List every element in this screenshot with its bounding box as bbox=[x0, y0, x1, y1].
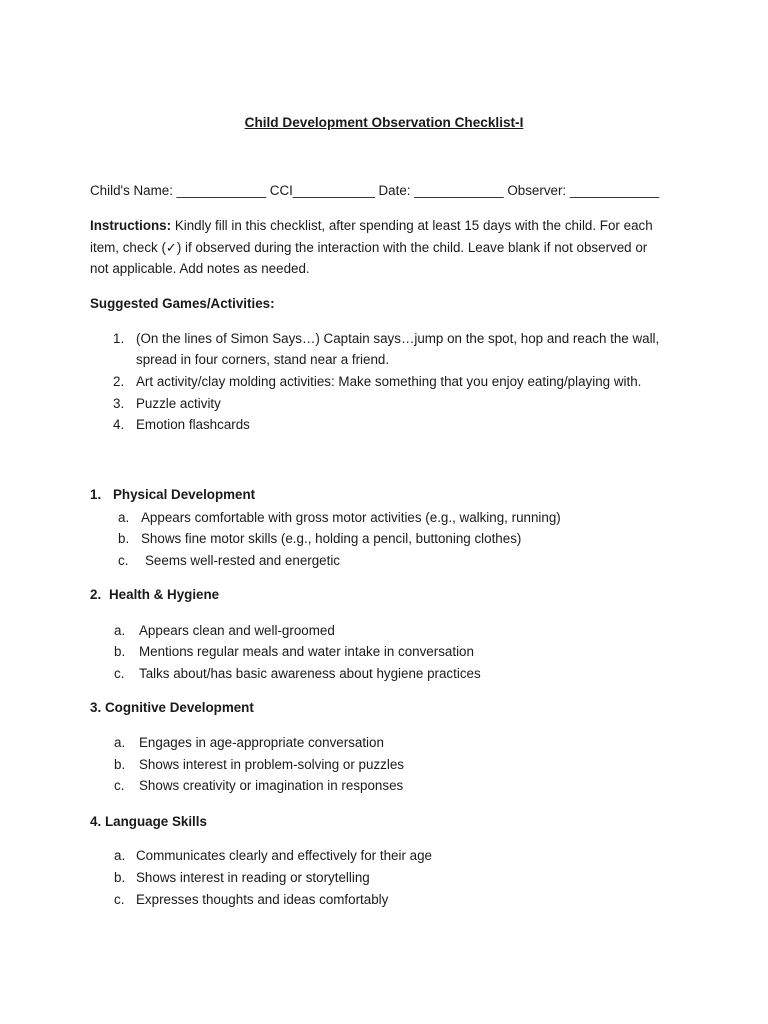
suggested-item-4-number: 4. bbox=[113, 417, 125, 432]
section-1-item-a-text: Appears comfortable with gross motor activities (e.g., walking, running) bbox=[141, 510, 561, 525]
suggested-item-3-text: Puzzle activity bbox=[136, 396, 221, 411]
section-2-item-b-letter: b. bbox=[114, 644, 126, 659]
section-3-item-c-text: Shows creativity or imagination in responses bbox=[139, 778, 404, 793]
suggested-heading: Suggested Games/Activities: bbox=[90, 296, 275, 311]
section-3-heading: Cognitive Development bbox=[105, 700, 254, 715]
section-4-item-c-letter: c. bbox=[114, 892, 125, 907]
section-2-item-c-text: Talks about/has basic awareness about hygiene practices bbox=[139, 666, 481, 681]
instructions-text-1: Kindly fill in this checklist, after spending at least 15 days with the child. For each bbox=[171, 218, 653, 233]
section-1-item-c-text: Seems well-rested and energetic bbox=[145, 553, 341, 568]
suggested-item-1-line-1: (On the lines of Simon Says…) Captain says…jump on the spot, hop and reach the wall, bbox=[136, 331, 660, 346]
instructions-text-2a: item, check ( bbox=[90, 240, 166, 255]
section-2-heading: Health & Hygiene bbox=[109, 587, 220, 602]
suggested-item-3-number: 3. bbox=[113, 396, 125, 411]
section-3-item-a-letter: a. bbox=[114, 735, 126, 750]
section-4-item-b-letter: b. bbox=[114, 870, 126, 885]
suggested-item-1-number: 1. bbox=[113, 331, 125, 346]
child-name-blank[interactable]: ____________ bbox=[176, 183, 267, 198]
section-3-item-b-text: Shows interest in problem-solving or puzzles bbox=[139, 757, 404, 772]
section-3-item-c-letter: c. bbox=[114, 778, 125, 793]
section-4-heading: Language Skills bbox=[105, 814, 207, 829]
section-1-number: 1. bbox=[90, 487, 102, 502]
observer-blank[interactable]: ____________ bbox=[569, 183, 660, 198]
cci-label: CCI bbox=[269, 183, 293, 198]
section-1-item-a-letter: a. bbox=[118, 510, 130, 525]
section-3-number: 3. bbox=[90, 700, 102, 715]
suggested-item-2-number: 2. bbox=[113, 374, 125, 389]
check-mark-icon: ✓ bbox=[165, 241, 177, 256]
date-blank[interactable]: ____________ bbox=[414, 183, 504, 198]
section-1-item-c-letter: c. bbox=[118, 553, 129, 568]
section-3-item-a-text: Engages in age-appropriate conversation bbox=[139, 735, 384, 750]
section-4-item-c-text: Expresses thoughts and ideas comfortably bbox=[136, 892, 389, 907]
observer-label: Observer: bbox=[507, 183, 567, 198]
instructions-line-1 bbox=[90, 215, 653, 237]
section-2-item-a-text: Appears clean and well-groomed bbox=[139, 623, 335, 638]
section-3-item-b-letter: b. bbox=[114, 757, 126, 772]
suggested-item-1-line-2: spread in four corners, stand near a friend. bbox=[136, 352, 390, 367]
section-4-item-a-text: Communicates clearly and effectively for their age bbox=[136, 848, 432, 863]
cci-blank[interactable]: ___________ bbox=[292, 183, 375, 198]
instructions-line-2 bbox=[90, 237, 647, 260]
section-4-item-a-letter: a. bbox=[114, 848, 126, 863]
section-2-number: 2. bbox=[90, 587, 102, 602]
document-title: Child Development Observation Checklist-I bbox=[244, 115, 524, 130]
suggested-item-2-text: Art activity/clay molding activities: Make something that you enjoy eating/playing with. bbox=[136, 374, 642, 389]
instructions-label: Instructions: bbox=[90, 218, 172, 233]
section-1-item-b-letter: b. bbox=[118, 531, 130, 546]
header-fields-line bbox=[90, 180, 659, 202]
date-label: Date: bbox=[378, 183, 411, 198]
section-2-item-a-letter: a. bbox=[114, 623, 126, 638]
suggested-item-4-text: Emotion flashcards bbox=[136, 417, 250, 432]
section-4-number: 4. bbox=[90, 814, 102, 829]
section-4-item-b-text: Shows interest in reading or storytelling bbox=[136, 870, 370, 885]
section-1-item-b-text: Shows fine motor skills (e.g., holding a pencil, buttoning clothes) bbox=[141, 531, 522, 546]
section-2-item-b-text: Mentions regular meals and water intake in conversation bbox=[139, 644, 474, 659]
instructions-text-2b: ) if observed during the interaction with the child. Leave blank if not observed or bbox=[176, 240, 648, 255]
section-2-item-c-letter: c. bbox=[114, 666, 125, 681]
section-1-heading: Physical Development bbox=[113, 487, 256, 502]
instructions-line-3: not applicable. Add notes as needed. bbox=[90, 261, 310, 276]
child-name-label: Child's Name: bbox=[90, 183, 173, 198]
